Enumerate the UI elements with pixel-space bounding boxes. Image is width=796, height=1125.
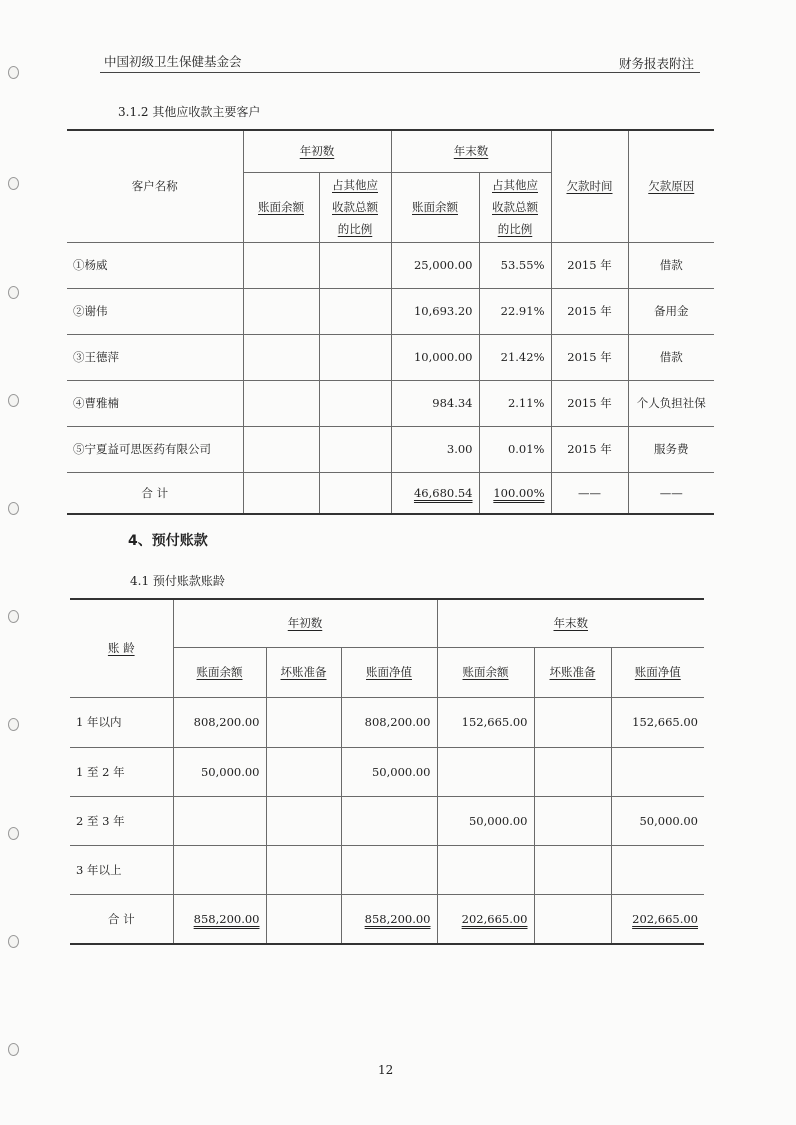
cell-end-bad: [534, 845, 611, 894]
cell-end-ratio: 0.01%: [479, 426, 551, 472]
cell-end-balance: 25,000.00: [391, 242, 479, 288]
col-header-end-balance: 账面余额: [437, 647, 534, 697]
col-header-age: 账 龄: [70, 599, 173, 697]
col-header-begin: 年初数: [243, 130, 391, 172]
header-section: 财务报表附注: [618, 56, 694, 71]
total-begin-net: 858,200.00: [364, 911, 431, 926]
cell-end-net: [611, 747, 704, 796]
col-header-reason: 欠款原因: [628, 130, 714, 242]
cell-begin-ratio: [319, 426, 391, 472]
cell-begin-balance: [173, 845, 266, 894]
binder-hole: [8, 935, 19, 948]
cell-end-balance: 50,000.00: [437, 796, 534, 845]
cell-end-balance: 10,000.00: [391, 334, 479, 380]
cell-begin-net: [341, 796, 437, 845]
cell-reason: 借款: [628, 334, 714, 380]
cell-end-bad: [534, 796, 611, 845]
cell-end-balance: 984.34: [391, 380, 479, 426]
binder-hole: [8, 502, 19, 515]
table-row: [67, 242, 714, 288]
col-header-name: 客户名称: [67, 130, 243, 242]
total-row: [70, 894, 704, 944]
table-row: [67, 426, 714, 472]
col-header-begin-bad: 坏账准备: [266, 647, 341, 697]
cell-name: ④曹雅楠: [67, 380, 243, 426]
cell-age: 2 至 3 年: [70, 796, 173, 845]
table-row: [70, 845, 704, 894]
cell-begin-bad: [266, 796, 341, 845]
cell-end-balance: [437, 845, 534, 894]
col-header-end-bad: 坏账准备: [534, 647, 611, 697]
binder-hole: [8, 177, 19, 190]
total-end-net: 202,665.00: [632, 911, 698, 926]
page-number: 12: [378, 1063, 394, 1077]
cell-begin-ratio: [319, 334, 391, 380]
cell-end-ratio: 53.55%: [479, 242, 551, 288]
cell-begin-bad: [266, 697, 341, 747]
table-row: [70, 697, 704, 747]
cell-begin-balance: 808,200.00: [173, 697, 266, 747]
col-header-end: 年末数: [437, 599, 704, 647]
binder-hole: [8, 66, 19, 79]
total-row: [67, 472, 714, 514]
header-org: 中国初级卫生保健基金会: [104, 54, 242, 69]
cell-begin-balance: [243, 426, 319, 472]
cell-name: ②谢伟: [67, 288, 243, 334]
cell-end-net: [611, 845, 704, 894]
table-row: [70, 796, 704, 845]
binder-hole: [8, 827, 19, 840]
cell-time: 2015 年: [551, 288, 628, 334]
cell-time: 2015 年: [551, 380, 628, 426]
cell-end-ratio: 2.11%: [479, 380, 551, 426]
cell-age: 3 年以上: [70, 845, 173, 894]
cell-end-bad: [534, 697, 611, 747]
total-end-bad: [534, 894, 611, 944]
table-row: [67, 380, 714, 426]
page-header: [100, 52, 700, 73]
cell-end-balance: 152,665.00: [437, 697, 534, 747]
cell-name: ①杨威: [67, 242, 243, 288]
total-begin-balance: 858,200.00: [193, 911, 260, 926]
col-header-end-net: 账面净值: [611, 647, 704, 697]
cell-name: ③王德萍: [67, 334, 243, 380]
t2-title: 4.1 预付账款账龄: [130, 574, 225, 588]
binder-hole: [8, 718, 19, 731]
col-header-end: 年末数: [391, 130, 551, 172]
cell-age: 1 至 2 年: [70, 747, 173, 796]
cell-begin-balance: [243, 380, 319, 426]
cell-begin-ratio: [319, 288, 391, 334]
cell-begin-balance: [173, 796, 266, 845]
cell-end-ratio: 21.42%: [479, 334, 551, 380]
total-end-ratio: 100.00%: [493, 485, 545, 500]
cell-time: 2015 年: [551, 242, 628, 288]
cell-end-balance: [437, 747, 534, 796]
cell-total-label: 合 计: [67, 472, 243, 514]
cell-begin-ratio: [319, 380, 391, 426]
col-header-begin-balance: 账面余额: [173, 647, 266, 697]
col-header-begin-balance: 账面余额: [243, 172, 319, 242]
cell-begin-net: [341, 845, 437, 894]
total-begin-bad: [266, 894, 341, 944]
total-reason: ——: [628, 472, 714, 514]
cell-name: ⑤宁夏益可思医药有限公司: [67, 426, 243, 472]
binder-hole: [8, 394, 19, 407]
binder-hole: [8, 1043, 19, 1056]
table-row: [70, 747, 704, 796]
cell-reason: 备用金: [628, 288, 714, 334]
col-header-time: 欠款时间: [551, 130, 628, 242]
section-heading: 4、预付账款: [128, 533, 208, 549]
cell-begin-net: 50,000.00: [341, 747, 437, 796]
table-row: [67, 288, 714, 334]
cell-begin-bad: [266, 845, 341, 894]
cell-begin-balance: [243, 288, 319, 334]
cell-total-label: 合 计: [70, 894, 173, 944]
cell-begin-balance: [243, 334, 319, 380]
total-end-balance: 46,680.54: [413, 485, 473, 500]
prepayments-aging-table: [70, 598, 704, 945]
cell-begin-ratio: [319, 472, 391, 514]
cell-reason: 借款: [628, 242, 714, 288]
cell-reason: 个人负担社保: [628, 380, 714, 426]
cell-end-net: 152,665.00: [611, 697, 704, 747]
cell-begin-ratio: [319, 242, 391, 288]
cell-time: 2015 年: [551, 426, 628, 472]
cell-end-net: 50,000.00: [611, 796, 704, 845]
col-header-end-balance: 账面余额: [391, 172, 479, 242]
cell-begin-balance: 50,000.00: [173, 747, 266, 796]
t1-title: 3.1.2 其他应收款主要客户: [118, 105, 261, 119]
col-header-begin-ratio: 占其他应 收款总额 的比例: [319, 172, 391, 242]
total-end-balance: 202,665.00: [461, 911, 528, 926]
cell-begin-bad: [266, 747, 341, 796]
col-header-begin-net: 账面净值: [341, 647, 437, 697]
cell-end-ratio: 22.91%: [479, 288, 551, 334]
cell-begin-balance: [243, 242, 319, 288]
cell-time: 2015 年: [551, 334, 628, 380]
cell-age: 1 年以内: [70, 697, 173, 747]
cell-begin-net: 808,200.00: [341, 697, 437, 747]
total-time: ——: [551, 472, 628, 514]
cell-end-bad: [534, 747, 611, 796]
cell-reason: 服务费: [628, 426, 714, 472]
col-header-begin: 年初数: [173, 599, 437, 647]
binder-hole: [8, 286, 19, 299]
binder-hole: [8, 610, 19, 623]
table-row: [67, 334, 714, 380]
cell-begin-balance: [243, 472, 319, 514]
col-header-end-ratio: 占其他应 收款总额 的比例: [479, 172, 551, 242]
cell-end-balance: 10,693.20: [391, 288, 479, 334]
other-receivables-table: [67, 129, 714, 515]
cell-end-balance: 3.00: [391, 426, 479, 472]
